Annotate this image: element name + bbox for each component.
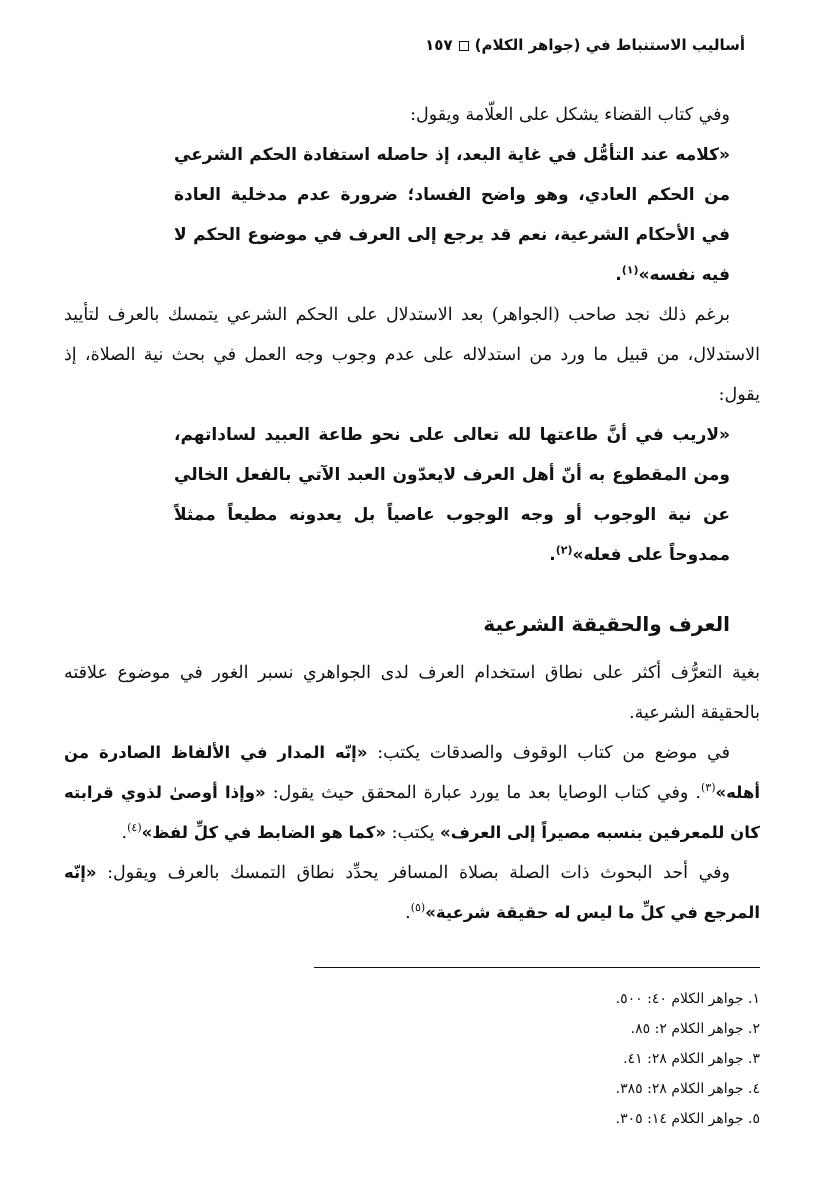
main-text [64, 95, 760, 933]
paragraph-5-a: وفي أحد البحوث ذات الصلة بصلاة المسافر يحدِّد نطاق التمسك بالعرف ويقول: [96, 863, 730, 883]
quote-2 [174, 415, 730, 575]
footnote-item: ١. جواهر الكلام ٤٠: ٥٠٠. [615, 991, 760, 1007]
quote-1 [174, 135, 730, 295]
footnote-ref-4[interactable]: (٤) [127, 821, 142, 835]
paragraph-5 [64, 853, 760, 933]
footnote-ref-5[interactable]: (٥) [410, 901, 426, 915]
quote-1-end: . [615, 265, 622, 285]
footnote-item: ٣. جواهر الكلام ٢٨: ٤١. [623, 1051, 760, 1067]
footnote-item: ٥. جواهر الكلام ١٤: ٣٠٥. [615, 1111, 760, 1127]
footnote-ref-1[interactable]: (١) [621, 263, 639, 277]
footnote-item: ٢. جواهر الكلام ٢: ٨٥. [630, 1021, 760, 1037]
paragraph-4 [64, 733, 760, 853]
paragraph-4-quote-a: «إنّه المدار في الألفاظ الصادرة من أهله» [64, 743, 760, 802]
paragraph-2: برغم ذلك نجد صاحب (الجواهر) بعد الاستدلال على الحكم الشرعي يتمسك بالعرف لتأييد الاستدلال، من قبيل ما ورد من استدلاله على عدم وجوب وجه العمل في بحث نية الصلاة، إذ يقول: [64, 305, 760, 405]
paragraph-4-a: في موضع من كتاب الوقوف والصدقات يكتب: [367, 743, 730, 763]
footnote-ref-3[interactable]: (٣) [700, 781, 716, 795]
paragraph-3: بغية التعرُّف أكثر على نطاق استخدام العرف لدى الجواهري نسبر الغور في موضوع علاقته بالحقيقة الشرعية. [64, 663, 760, 723]
paragraph-4-quote-c: «كما هو الضابط في كلِّ لفظ» [141, 823, 387, 842]
quote-2-text: «لاريب في أنَّ طاعتها لله تعالى على نحو طاعة العبيد لساداتهم، ومن المقطوع به أنّ أهل العرف لايعدّون العبد الآتي بالفعل الخالي عن نية الوجوب أو وجه الوجوب عاصياً بل يعدونه مطيعاً ممثلاً ممدوحاً على فعله» [174, 425, 730, 565]
quote-1-text: «كلامه عند التأمُّل في غاية البعد، إذ حاصله استفادة الحكم الشرعي من الحكم العادي، وهو واضح الفساد؛ ضرورة عدم مدخلية العادة في الأحكام الشرعية، نعم قد يرجع إلى العرف في موضوع الحكم لا فيه نفسه» [174, 145, 730, 285]
footnote-item: ٤. جواهر الكلام ٢٨: ٣٨٥. [615, 1081, 760, 1097]
footnotes [314, 984, 760, 1134]
separator-square-icon [459, 41, 469, 51]
footnote-divider [314, 967, 760, 968]
paragraph-4-quote-b: «وإذا أوصىٰ لذوي قرابته كان للمعرفين بنسبه مصيراً إلى العرف» [64, 783, 760, 842]
header-title: أساليب الاستنباط في (جواهر الكلام) [474, 36, 745, 54]
paragraph-4-e: يكتب: [386, 823, 441, 843]
paragraph-4-c: . وفي كتاب الوصايا بعد ما يورد عبارة المحقق حيث يقول: [265, 783, 701, 803]
paragraph-1: وفي كتاب القضاء يشكل على العلّامة ويقول: [410, 105, 730, 125]
paragraph-5-quote: «إنّه المرجع في كلِّ ما ليس له حقيقة شرعية» [64, 863, 760, 922]
section-heading: العرف والحقيقة الشرعية [483, 612, 730, 636]
quote-2-end: . [549, 545, 556, 565]
page-number: ١٥٧ [425, 36, 453, 54]
paragraph-4-end: . [121, 823, 128, 843]
running-header [60, 33, 745, 57]
footnote-ref-2[interactable]: (٢) [555, 543, 573, 557]
paragraph-5-end: . [405, 903, 411, 923]
